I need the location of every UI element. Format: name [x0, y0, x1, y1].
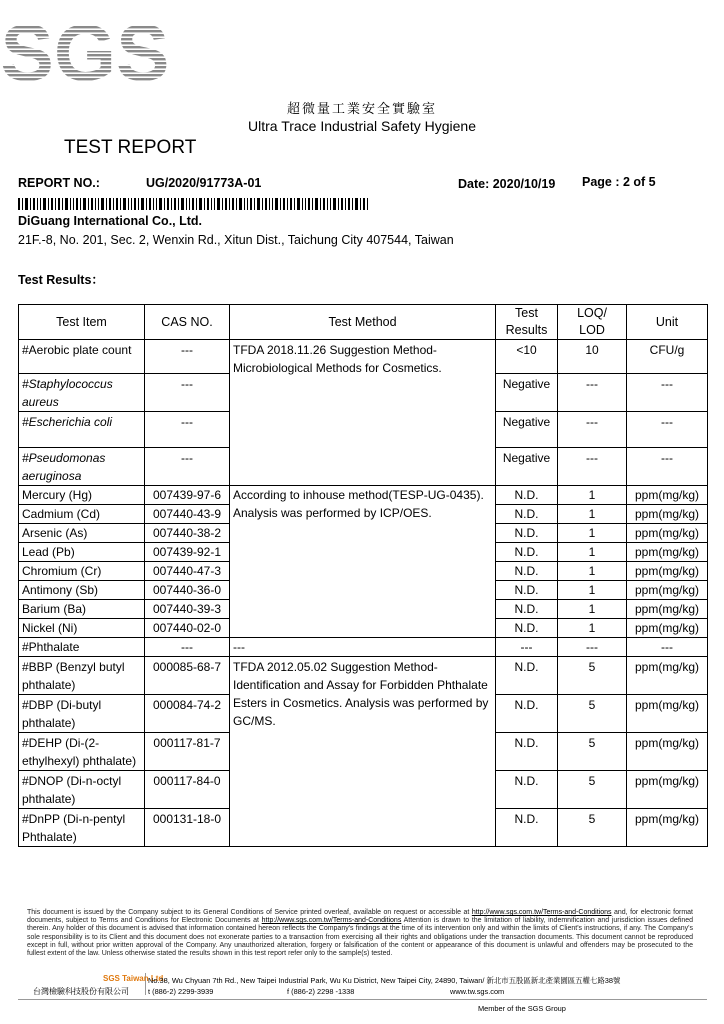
loq-lod: 5 — [558, 771, 627, 809]
cas-no: 000131-18-0 — [145, 809, 230, 847]
header-results-line2: Results — [505, 323, 548, 337]
test-result: N.D. — [496, 809, 558, 847]
lab-name-chinese: 超微量工業安全實驗室 — [286, 102, 437, 117]
member-of-group: Member of the SGS Group — [478, 1004, 566, 1013]
loq-lod: 1 — [558, 600, 627, 619]
test-item: Barium (Ba) — [19, 600, 145, 619]
cas-no: 007440-02-0 — [145, 619, 230, 638]
test-result: N.D. — [496, 505, 558, 524]
test-method-icp — [230, 486, 496, 638]
sgs-taiwan-name: SGS Taiwan Ltd. — [103, 974, 166, 983]
cas-no: 007440-38-2 — [145, 524, 230, 543]
cas-no: --- — [145, 340, 230, 374]
loq-lod: --- — [558, 374, 627, 412]
test-item — [19, 448, 145, 486]
test-item-line1: #DNOP (Di-n-octyl — [22, 774, 122, 788]
loq-lod: --- — [558, 638, 627, 657]
test-item: Nickel (Ni) — [19, 619, 145, 638]
cas-no: --- — [145, 448, 230, 486]
page-number: Page : 2 of 5 — [582, 175, 656, 189]
test-result: N.D. — [496, 600, 558, 619]
fax: f (886-2) 2298 -1338 — [287, 987, 355, 996]
test-item: Antimony (Sb) — [19, 581, 145, 600]
test-result: N.D. — [496, 771, 558, 809]
test-item-line1: #Pseudomonas — [22, 451, 106, 465]
unit: --- — [627, 448, 708, 486]
company-chinese-name: 台灣檢驗科技股份有限公司 — [33, 987, 129, 996]
office-address: No.38, Wu Chyuan 7th Rd., New Taipei Industrial Park, Wu Ku District, New Taipei City, 24890, Taiwan/ 新北市五股區新北產業園區五權七路38號 — [148, 976, 621, 985]
test-result: Negative — [496, 448, 558, 486]
results-table — [18, 304, 708, 847]
test-item: Cadmium (Cd) — [19, 505, 145, 524]
test-results-label: Test Results： — [18, 273, 104, 287]
unit: ppm(mg/kg) — [627, 486, 708, 505]
test-item-line1: #DnPP (Di-n-pentyl — [22, 812, 126, 826]
table-row — [19, 486, 708, 505]
unit: ppm(mg/kg) — [627, 505, 708, 524]
test-item — [19, 809, 145, 847]
unit: ppm(mg/kg) — [627, 524, 708, 543]
test-result: Negative — [496, 412, 558, 448]
telephone: t (886-2) 2299-3939 — [148, 987, 214, 996]
footer-disclaimer — [27, 909, 693, 958]
test-item: Arsenic (As) — [19, 524, 145, 543]
loq-lod: 1 — [558, 505, 627, 524]
method-line: GC/MS. — [233, 714, 276, 728]
test-result: N.D. — [496, 486, 558, 505]
test-item-line2: phthalate) — [22, 792, 76, 806]
loq-lod: 5 — [558, 733, 627, 771]
unit: CFU/g — [627, 340, 708, 374]
header-results-line1: Test — [515, 306, 538, 320]
logo-text: SGS — [0, 8, 170, 97]
test-method-phthalate — [230, 657, 496, 847]
website-link[interactable]: www.tw.sgs.com — [450, 987, 505, 996]
method-line: According to inhouse method(TESP-UG-0435). — [233, 488, 484, 502]
test-result: --- — [496, 638, 558, 657]
test-item-line2: phthalate) — [22, 716, 76, 730]
unit: ppm(mg/kg) — [627, 657, 708, 695]
table-row — [19, 638, 708, 657]
cas-no: 007440-47-3 — [145, 562, 230, 581]
test-item-line1: #BBP (Benzyl butyl — [22, 660, 125, 674]
method-line: TFDA 2018.11.26 Suggestion Method- — [233, 343, 437, 357]
page-title: TEST REPORT — [64, 137, 197, 158]
cas-no: 007439-92-1 — [145, 543, 230, 562]
table-row — [19, 340, 708, 374]
client-address: 21F.-8, No. 201, Sec. 2, Wenxin Rd., Xitun Dist., Taichung City 407544, Taiwan — [18, 233, 454, 247]
method-line: Microbiological Methods for Cosmetics. — [233, 361, 442, 375]
unit: --- — [627, 412, 708, 448]
cas-no: 007440-39-3 — [145, 600, 230, 619]
table-header-row — [19, 305, 708, 340]
report-no-label: REPORT NO.: — [18, 176, 100, 190]
unit: ppm(mg/kg) — [627, 562, 708, 581]
test-result: N.D. — [496, 619, 558, 638]
header-test-method: Test Method — [230, 305, 496, 340]
header-test-results — [496, 305, 558, 340]
report-no-value: UG/2020/91773A-01 — [146, 176, 262, 190]
test-item-line2: Phthalate) — [22, 830, 77, 844]
test-item-line1: #Aerobic plate count — [22, 343, 132, 357]
header-test-item: Test Item — [19, 305, 145, 340]
loq-lod: 1 — [558, 543, 627, 562]
test-result: N.D. — [496, 733, 558, 771]
cas-no: 000084-74-2 — [145, 695, 230, 733]
test-item-line2: ethylhexyl) phthalate) — [22, 754, 137, 768]
test-method-group: --- — [230, 638, 496, 657]
header-loq-line2: LOD — [579, 323, 605, 337]
test-result: Negative — [496, 374, 558, 412]
test-item — [19, 771, 145, 809]
test-item-line1: #DEHP (Di-(2- — [22, 736, 100, 750]
cas-no: 000117-84-0 — [145, 771, 230, 809]
header-loq-line1: LOQ/ — [577, 306, 607, 320]
test-item: Lead (Pb) — [19, 543, 145, 562]
unit: ppm(mg/kg) — [627, 695, 708, 733]
test-result: N.D. — [496, 581, 558, 600]
test-item-line1: #DBP (Di-butyl — [22, 698, 102, 712]
test-item-line2: phthalate) — [22, 678, 76, 692]
table-row — [19, 657, 708, 695]
test-item: Chromium (Cr) — [19, 562, 145, 581]
cas-no: --- — [145, 638, 230, 657]
test-item — [19, 695, 145, 733]
cas-no: 007439-97-6 — [145, 486, 230, 505]
loq-lod: 5 — [558, 695, 627, 733]
test-item — [19, 657, 145, 695]
unit: --- — [627, 638, 708, 657]
loq-lod: 1 — [558, 562, 627, 581]
test-item-line2: aeruginosa — [22, 469, 82, 483]
unit: ppm(mg/kg) — [627, 733, 708, 771]
test-item — [19, 340, 145, 374]
disclaimer-part: and, for electronic format documents, subject to Terms and Conditions for Electronic Documents at — [27, 909, 694, 925]
method-line: Esters in Cosmetics. Analysis was performed by — [233, 696, 489, 710]
barcode-icon — [18, 198, 368, 210]
cas-no: --- — [145, 412, 230, 448]
disclaimer-part: This document is issued by the Company subject to its General Conditions of Service printed overleaf, available on request or accessible at — [27, 909, 472, 916]
test-item: Mercury (Hg) — [19, 486, 145, 505]
footer-rule — [18, 999, 707, 1000]
loq-lod: 5 — [558, 657, 627, 695]
client-company: DiGuang International Co., Ltd. — [18, 214, 203, 228]
unit: --- — [627, 374, 708, 412]
unit: ppm(mg/kg) — [627, 809, 708, 847]
cas-no: --- — [145, 374, 230, 412]
test-result: N.D. — [496, 524, 558, 543]
cas-no: 000117-81-7 — [145, 733, 230, 771]
electronic-terms-link[interactable]: http://www.sgs.com.tw/Terms-and-Conditions — [261, 917, 402, 925]
test-result: <10 — [496, 340, 558, 374]
loq-lod: --- — [558, 448, 627, 486]
test-method-microbiology — [230, 340, 496, 486]
test-item: #Phthalate — [19, 638, 145, 657]
method-line: Analysis was performed by ICP/OES. — [233, 506, 432, 520]
disclaimer-part: Attention is drawn to the limitation of liability, indemnification and jurisdiction issues defined therein. Any holder of this document is advised that information contained hereon reflects the Company's findings at the time of its intervention only and within the limits of Client's instructions, if any. The Company's sole responsibility is to its Client and this document does not exonerate parties to a transaction from exercising all their rights and obligations under the transaction documents. This document cannot be reproduced except in full, without prior written approval of the Company. Any unauthorized alteration, forgery or falsification of the content or appearance of this document is unlawful and offenders may be prosecuted to the fullest extent of the law. Unless otherwise stated the results shown in this test report refer only to the sample(s) tested. — [27, 917, 694, 958]
loq-lod: 10 — [558, 340, 627, 374]
header-cas-no: CAS NO. — [145, 305, 230, 340]
loq-lod: 1 — [558, 486, 627, 505]
report-date: Date: 2020/10/19 — [458, 177, 556, 191]
loq-lod: --- — [558, 412, 627, 448]
loq-lod: 5 — [558, 809, 627, 847]
header-loq-lod — [558, 305, 627, 340]
unit: ppm(mg/kg) — [627, 771, 708, 809]
test-result: N.D. — [496, 562, 558, 581]
sgs-logo — [0, 8, 170, 97]
test-item-line1: #Staphylococcus — [22, 377, 113, 391]
header-unit: Unit — [627, 305, 708, 340]
test-result: N.D. — [496, 695, 558, 733]
cas-no: 000085-68-7 — [145, 657, 230, 695]
cas-no: 007440-43-9 — [145, 505, 230, 524]
test-result: N.D. — [496, 657, 558, 695]
test-item — [19, 412, 145, 448]
test-item — [19, 733, 145, 771]
terms-link[interactable]: http://www.sgs.com.tw/Terms-and-Conditions — [471, 909, 612, 916]
unit: ppm(mg/kg) — [627, 600, 708, 619]
test-item-line2: aureus — [22, 395, 59, 409]
unit: ppm(mg/kg) — [627, 581, 708, 600]
cas-no: 007440-36-0 — [145, 581, 230, 600]
loq-lod: 1 — [558, 619, 627, 638]
method-line: TFDA 2012.05.02 Suggestion Method- — [233, 660, 438, 674]
unit: ppm(mg/kg) — [627, 543, 708, 562]
loq-lod: 1 — [558, 581, 627, 600]
loq-lod: 1 — [558, 524, 627, 543]
test-item-line1: #Escherichia coli — [22, 415, 113, 429]
test-result: N.D. — [496, 543, 558, 562]
test-item — [19, 374, 145, 412]
lab-name-english: Ultra Trace Industrial Safety Hygiene — [248, 118, 476, 134]
method-line: Identification and Assay for Forbidden Phthalate — [233, 678, 488, 692]
unit: ppm(mg/kg) — [627, 619, 708, 638]
